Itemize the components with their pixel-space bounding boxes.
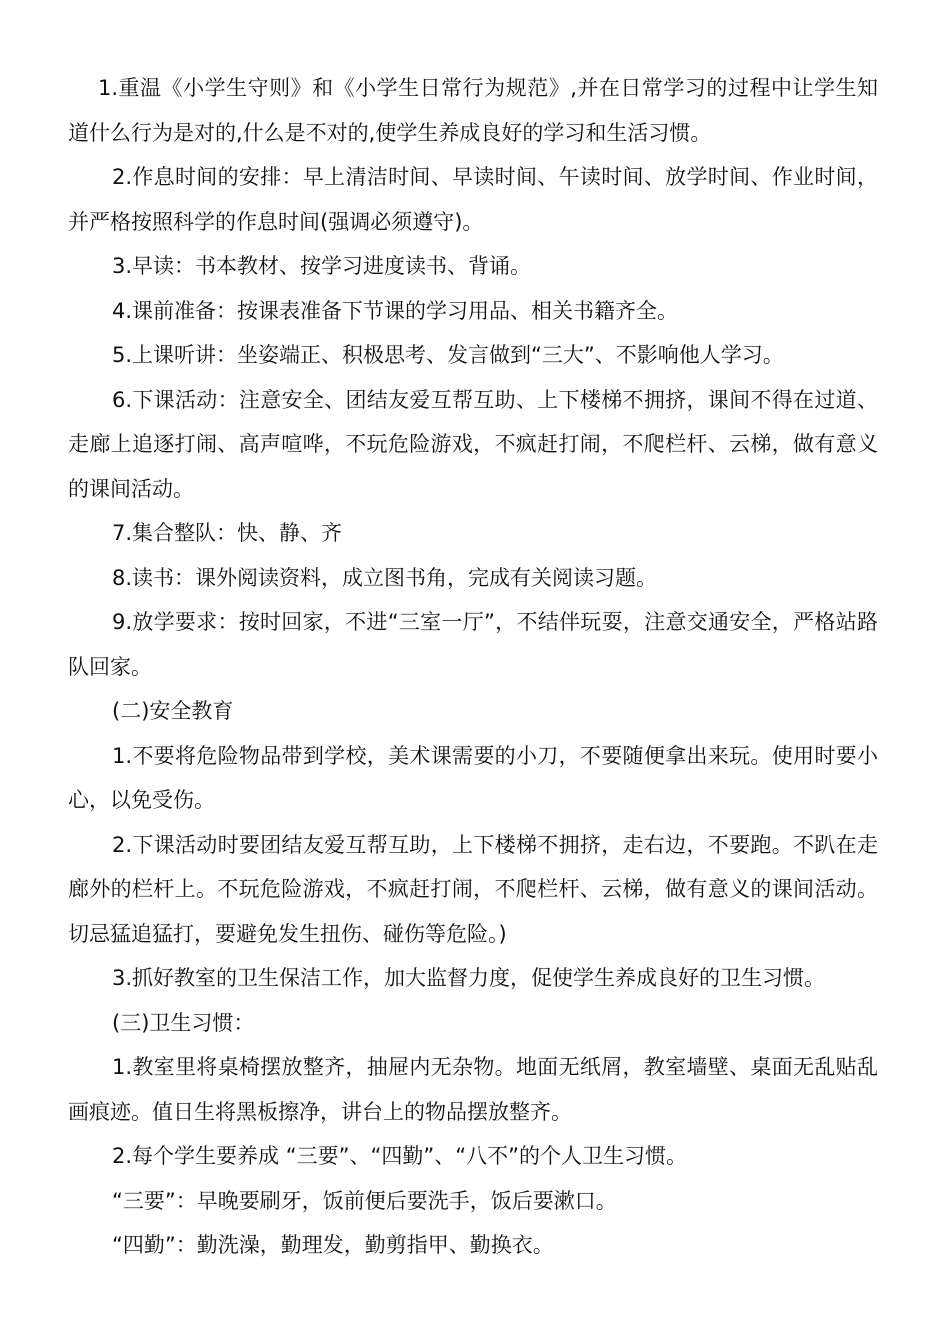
paragraph-four-diligences: “四勤”：勤洗澡，勤理发，勤剪指甲、勤换衣。 xyxy=(112,1233,554,1257)
section-heading-hygiene: (三)卫生习惯： xyxy=(112,1010,255,1035)
paragraph-assembly: 7.集合整队：快、静、齐 xyxy=(112,521,343,545)
paragraph-recess-activities: 6.下课活动：注意安全、团结友爱互帮互助、上下楼梯不拥挤，课间不得在过道、走廊上追逐打闹、高声喧哗，不玩危险游戏，不疯赶打闹，不爬栏杆、云梯，做有意义的课间活动。 xyxy=(68,387,878,501)
paragraph-rules-review: 1.重温《小学生守则》和《小学生日常行为规范》,并在日常学习的过程中让学生知道什么行为是对的,什么是不对的,使学生养成良好的学习和生活习惯。 xyxy=(68,76,878,145)
paragraph-personal-hygiene: 2.每个学生要养成 “三要”、“四勤”、“八不”的个人卫生习惯。 xyxy=(112,1144,687,1168)
paragraph-cleaning-supervision: 3.抓好教室的卫生保洁工作，加大监督力度，促使学生养成良好的卫生习惯。 xyxy=(112,966,826,990)
paragraph-dangerous-items: 1.不要将危险物品带到学校，美术课需要的小刀，不要随便拿出来玩。使用时要小心，以免受伤。 xyxy=(68,743,878,812)
paragraph-reading: 8.读书：课外阅读资料，成立图书角，完成有关阅读习题。 xyxy=(112,565,658,590)
paragraph-classroom-tidiness: 1.教室里将桌椅摆放整齐，抽屉内无杂物。地面无纸屑，教室墙壁、桌面无乱贴乱画痕迹。值日生将黑板擦净，讲台上的物品摆放整齐。 xyxy=(68,1055,878,1124)
paragraph-three-musts: “三要”：早晚要刷牙，饭前便后要洗手，饭后要漱口。 xyxy=(112,1188,617,1213)
paragraph-recess-safety: 2.下课活动时要团结友爱互帮互助，上下楼梯不拥挤，走右边，不要跑。不趴在走廊外的栏杆上。不玩危险游戏，不疯赶打闹，不爬栏杆、云梯，做有意义的课间活动。切忌猛追猛打，要避免发生扭伤、碰伤等危险。) xyxy=(68,832,878,946)
paragraph-schedule: 2.作息时间的安排：早上清洁时间、早读时间、午读时间、放学时间、作业时间，并严格按照科学的作息时间(强调必须遵守)。 xyxy=(68,165,878,234)
paragraph-listening-in-class: 5.上课听讲：坐姿端正、积极思考、发言做到“三大”、不影响他人学习。 xyxy=(112,343,784,367)
paragraph-morning-reading: 3.早读：书本教材、按学习进度读书、背诵。 xyxy=(112,254,532,278)
document-page xyxy=(0,66,950,1268)
paragraph-class-preparation: 4.课前准备：按课表准备下节课的学习用品、相关书籍齐全。 xyxy=(112,298,679,323)
section-heading-safety: (二)安全教育 xyxy=(112,699,234,723)
paragraph-dismissal: 9.放学要求：按时回家，不进“三室一厅”，不结伴玩耍，注意交通安全，严格站路队回家。 xyxy=(68,610,878,679)
